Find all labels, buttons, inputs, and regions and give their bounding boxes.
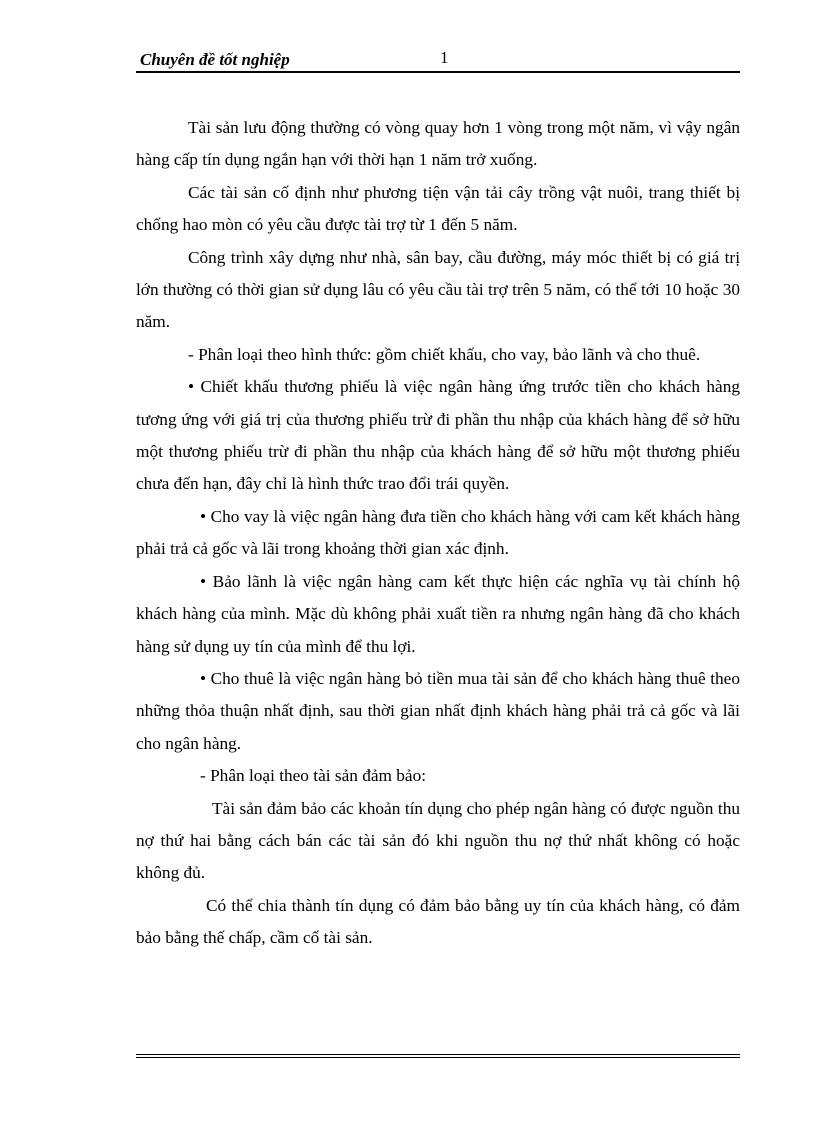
paragraph-fixed-assets: Các tài sản cố định như phương tiện vận tải cây trồng vật nuôi, trang thiết bị chống hao mòn có yêu cầu được tài trợ từ 1 đến 5 năm. — [136, 182, 740, 235]
paragraph-current-assets: Tài sản lưu động thường có vòng quay hơn 1 vòng trong một năm, vì vậy ngân hàng cấp tín dụng ngắn hạn với thời hạn 1 năm trở xuống. — [136, 118, 740, 170]
footer-rule-bottom — [136, 1057, 740, 1058]
bullet-loan: • Cho vay là việc ngân hàng đưa tiền cho khách hàng với cam kết khách hàng phải trả cả gốc và lãi trong khoảng thời gian xác định. — [136, 506, 740, 559]
paragraph-classification-form: - Phân loại theo hình thức: gồm chiết khấu, cho vay, bảo lãnh và cho thuê. — [188, 344, 701, 364]
paragraph-classification-collateral: - Phân loại theo tài sản đảm bảo: — [200, 766, 427, 786]
page-number: 1 — [440, 48, 449, 67]
page-header — [136, 48, 740, 72]
bullet-guarantee: • Bảo lãnh là việc ngân hàng cam kết thực hiện các nghĩa vụ tài chính hộ khách hàng của mình. Mặc dù không phải xuất tiền ra nhưng ngân hàng đã cho khách hàng sử dụng uy tín của mình để thu lợi. — [136, 571, 740, 656]
header-title: Chuyên đề tốt nghiệp — [140, 50, 290, 69]
body-text — [136, 112, 740, 955]
footer-rule-top — [136, 1054, 740, 1055]
bullet-leasing: • Cho thuê là việc ngân hàng bỏ tiền mua tài sản để cho khách hàng thuê theo những thỏa thuận nhất định, sau thời gian nhất định khách hàng phải trả cả gốc và lãi cho ngân hàng. — [136, 668, 740, 753]
header-rule — [136, 71, 740, 73]
paragraph-collateral-purpose: Tài sản đảm bảo các khoản tín dụng cho phép ngân hàng có được nguồn thu nợ thứ hai bằng cách bán các tài sản đó khi nguồn thu nợ thứ nhất không có hoặc không đủ. — [136, 798, 740, 883]
paragraph-construction: Công trình xây dựng như nhà, sân bay, cầu đường, máy móc thiết bị có giá trị lớn thường có thời gian sử dụng lâu có yêu cầu tài trợ trên 5 năm, có thể tới 10 hoặc 30 năm. — [136, 247, 740, 332]
bullet-discount: • Chiết khấu thương phiếu là việc ngân hàng ứng trước tiền cho khách hàng tương ứng với giá trị của thương phiếu trừ đi phần thu nhập của khách hàng để sở hữu một thương phiếu trừ đi phần thu nhập của khách hàng để sở hữu một thương phiếu chưa đến hạn, đây chỉ là hình thức trao đổi trái quyền. — [136, 377, 740, 494]
paragraph-collateral-types: Có thể chia thành tín dụng có đảm bảo bằng uy tín của khách hàng, có đảm bảo bằng thế chấp, cầm cố tài sản. — [136, 895, 740, 948]
